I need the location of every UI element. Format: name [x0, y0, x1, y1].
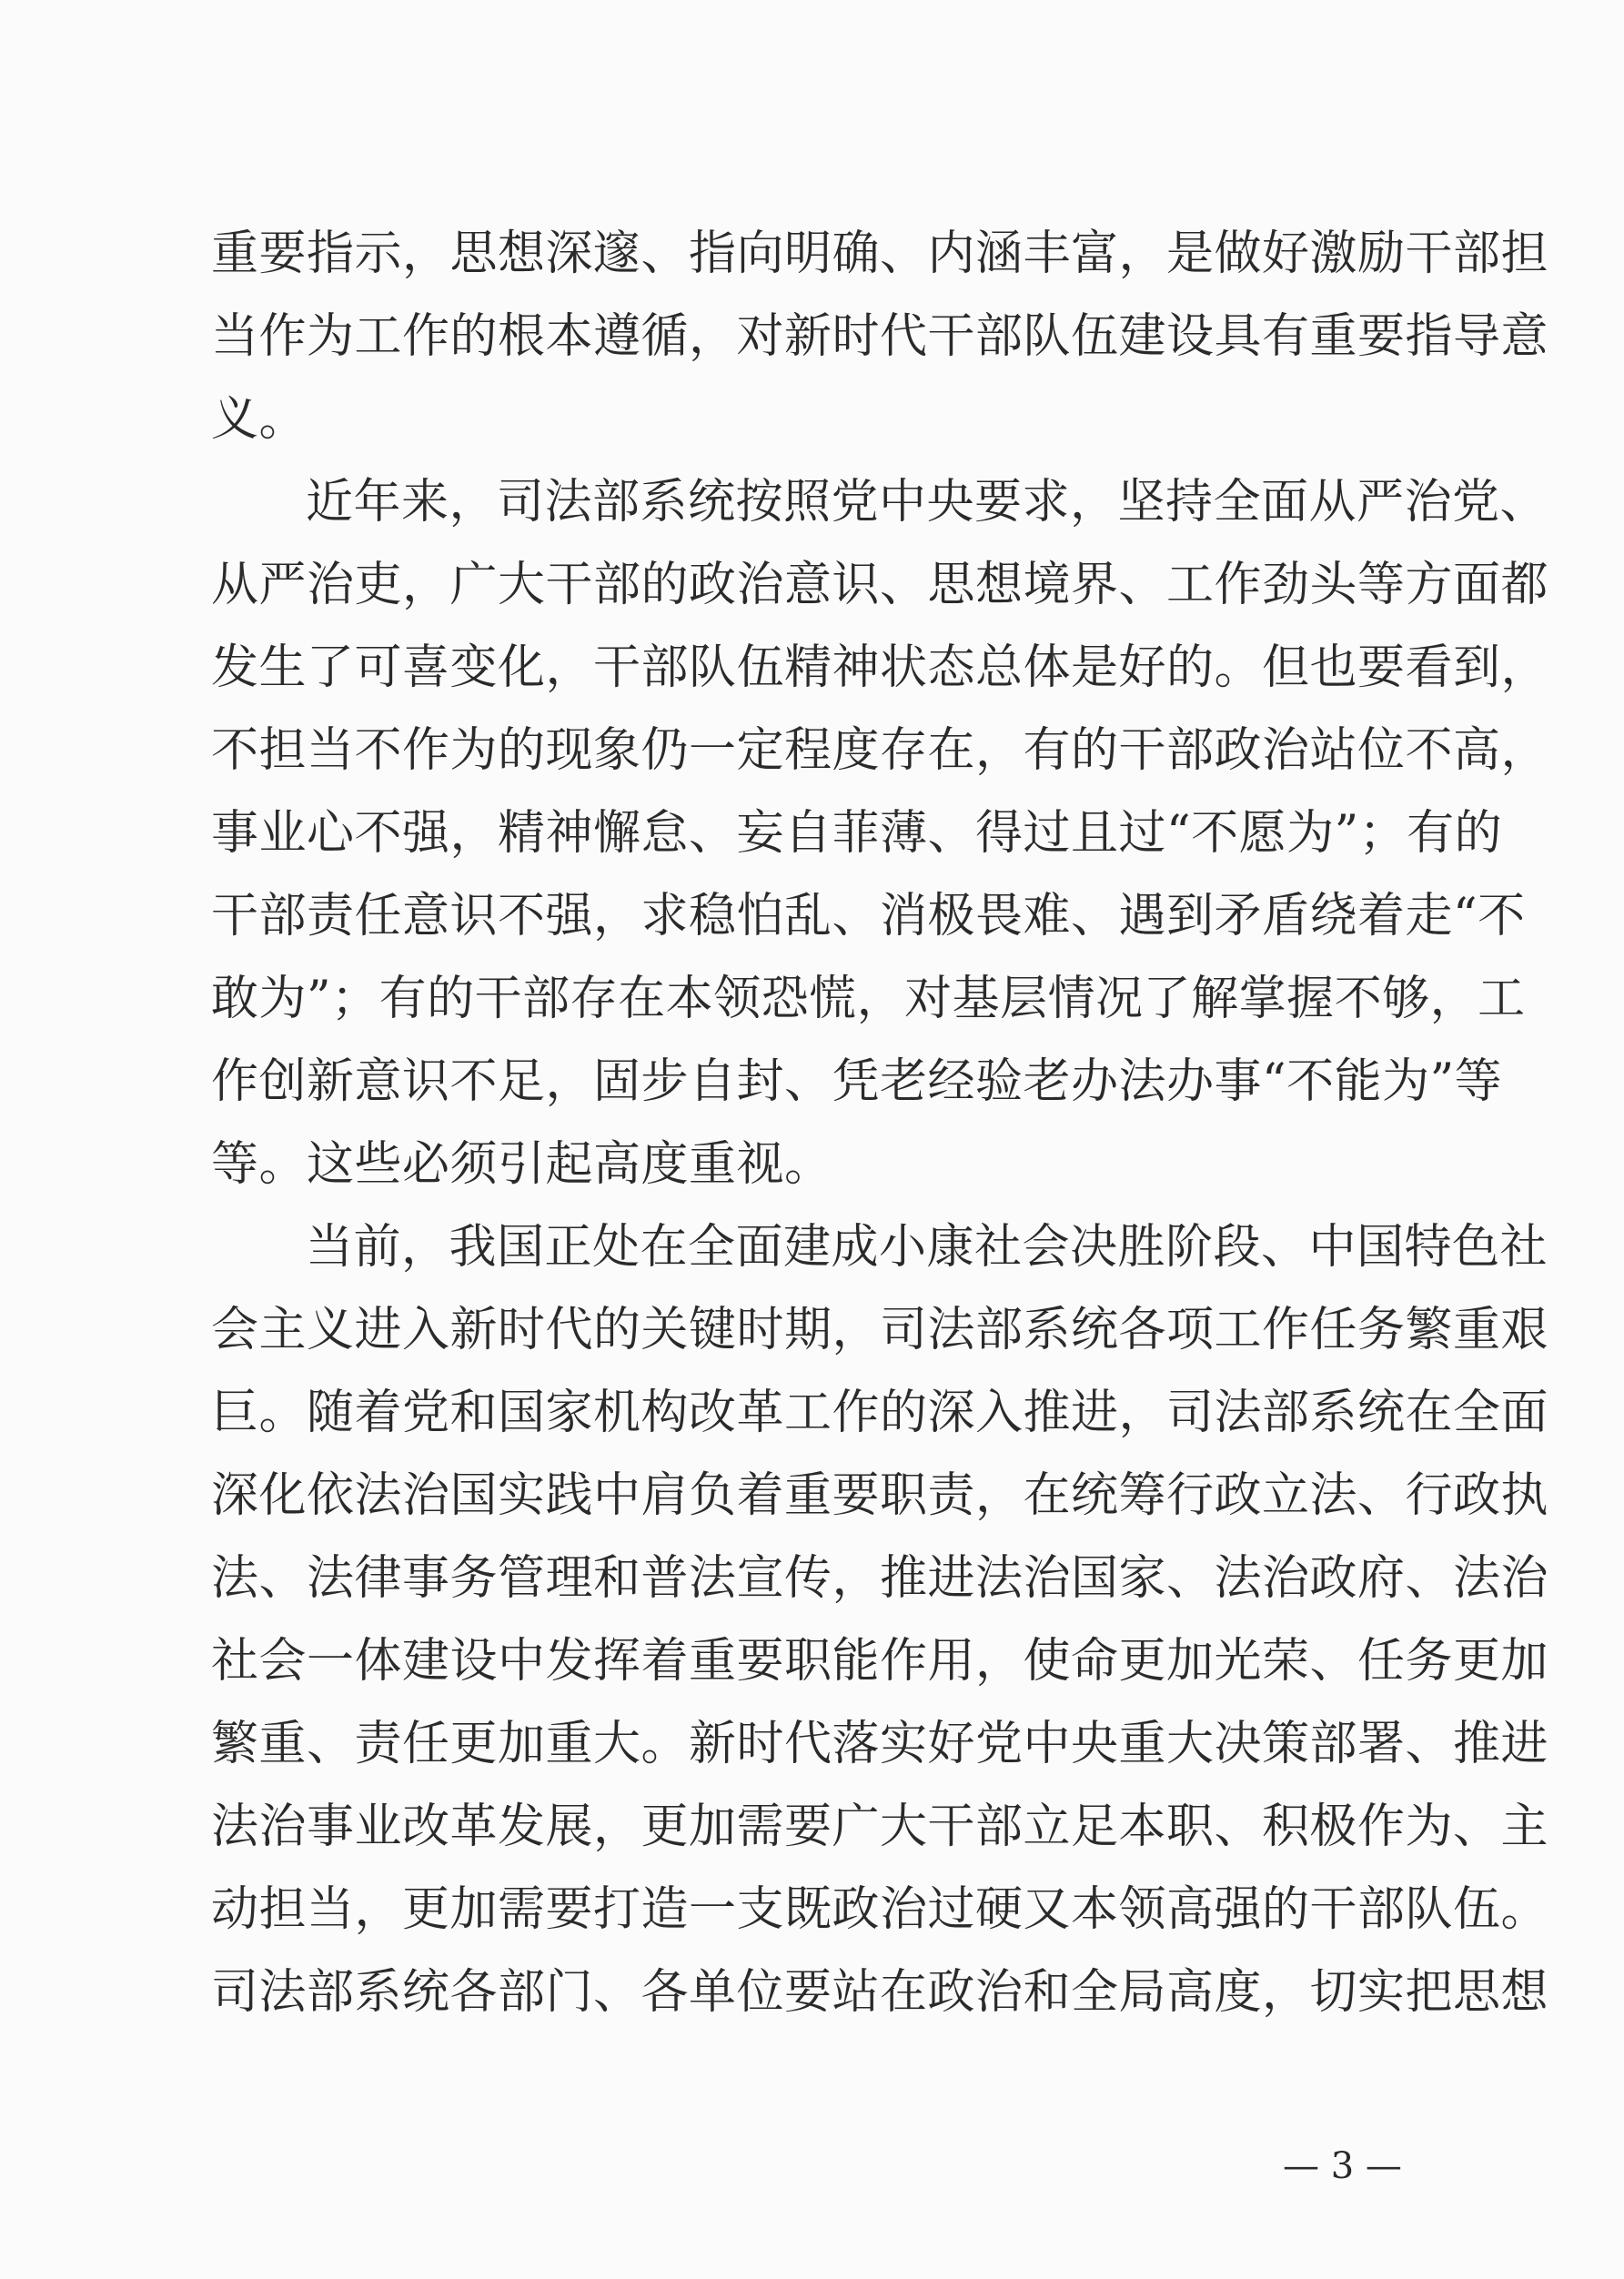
text-line: 敢为”；有的干部存在本领恐慌，对基层情况了解掌握不够，工	[211, 972, 1526, 1026]
text-line: 从严治吏，广大干部的政治意识、思想境界、工作劲头等方面都	[211, 558, 1549, 612]
text-line: 重要指示，思想深邃、指向明确、内涵丰富，是做好激励干部担	[211, 227, 1549, 281]
text-line: 当作为工作的根本遵循，对新时代干部队伍建设具有重要指导意	[211, 309, 1549, 364]
text-line: 事业心不强，精神懈怠、妄自菲薄、得过且过“不愿为”；有的	[211, 806, 1503, 861]
text-line: 巨。随着党和国家机构改革工作的深入推进，司法部系统在全面	[211, 1386, 1549, 1440]
text-line: 发生了可喜变化，干部队伍精神状态总体是好的。但也要看到，	[211, 640, 1549, 695]
document-body	[211, 213, 1549, 2034]
text-line: 司法部系统各部门、各单位要站在政治和全局高度，切实把思想	[211, 1965, 1549, 2020]
text-line: 干部责任意识不强，求稳怕乱、消极畏难、遇到矛盾绕着走“不	[211, 889, 1526, 943]
text-line: 法、法律事务管理和普法宣传，推进法治国家、法治政府、法治	[211, 1551, 1549, 1606]
text-line: 动担当，更加需要打造一支既政治过硬又本领高强的干部队伍。	[211, 1882, 1549, 1937]
text-line: 作创新意识不足，固步自封、凭老经验老办法办事“不能为”等	[211, 1054, 1503, 1109]
text-line: 繁重、责任更加重大。新时代落实好党中央重大决策部署、推进	[211, 1717, 1549, 1771]
text-line: 不担当不作为的现象仍一定程度存在，有的干部政治站位不高，	[211, 723, 1549, 778]
text-line: 会主义进入新时代的关键时期，司法部系统各项工作任务繁重艰	[211, 1303, 1549, 1357]
text-line: 社会一体建设中发挥着重要职能作用，使命更加光荣、任务更加	[211, 1634, 1549, 1689]
paragraph-first-line: 近年来，司法部系统按照党中央要求，坚持全面从严治党、	[306, 475, 1548, 529]
paragraph-first-line: 当前，我国正处在全面建成小康社会决胜阶段、中国特色社	[306, 1220, 1548, 1275]
page-number: — 3 —	[1283, 2145, 1402, 2187]
text-line: 等。这些必须引起高度重视。	[211, 1137, 832, 1192]
text-line: 深化依法治国实践中肩负着重要职责，在统筹行政立法、行政执	[211, 1468, 1549, 1523]
text-line: 义。	[211, 392, 308, 447]
text-line: 法治事业改革发展，更加需要广大干部立足本职、积极作为、主	[211, 1800, 1549, 1854]
